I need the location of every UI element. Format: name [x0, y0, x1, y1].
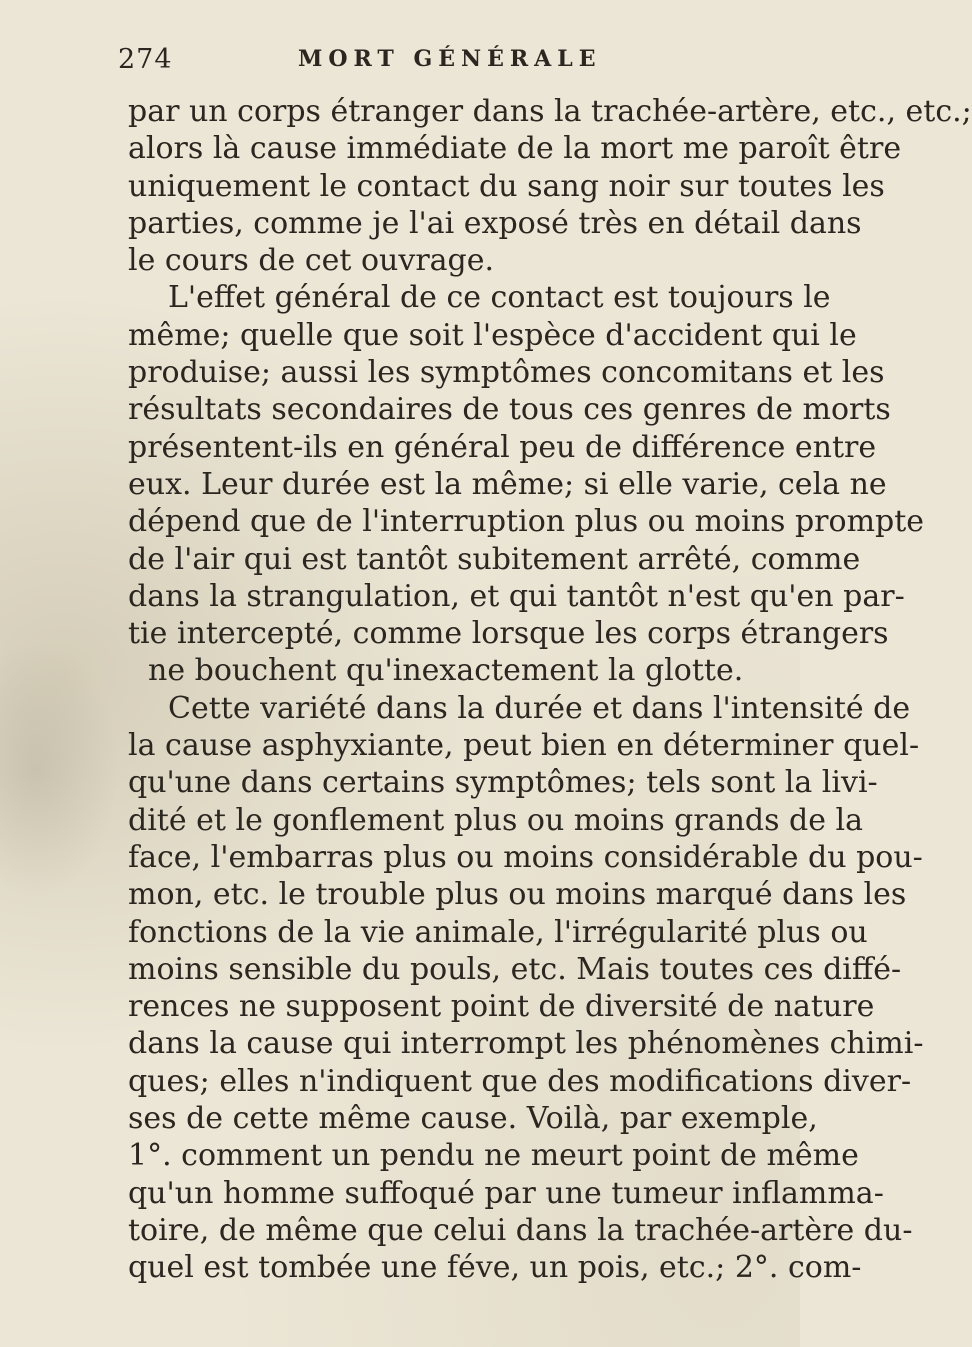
text-line: moins sensible du pouls, etc. Mais toutes ces diffé-	[128, 951, 902, 987]
text-line: face, l'embarras plus ou moins considérable du pou-	[128, 839, 923, 875]
text-line: le cours de cet ouvrage.	[128, 243, 495, 279]
text-line: dité et le gonflement plus ou moins grands de la	[128, 802, 864, 838]
text-line: mon, etc. le trouble plus ou moins marqué dans les	[128, 877, 907, 913]
page-number: 274	[118, 44, 173, 75]
text-line: 1°. comment un pendu ne meurt point de même	[128, 1138, 859, 1174]
page-header	[118, 44, 758, 84]
text-line: dans la strangulation, et qui tantôt n'est qu'en par-	[128, 578, 905, 614]
text-line: uniquement le contact du sang noir sur toutes les	[128, 168, 885, 204]
text-line: même; quelle que soit l'espèce d'accident qui le	[128, 317, 857, 353]
text-line: alors là cause immédiate de la mort me paroît être	[128, 131, 902, 167]
text-line: résultats secondaires de tous ces genres de morts	[128, 392, 891, 428]
body-text	[128, 93, 972, 1287]
text-line: la cause asphyxiante, peut bien en déterminer quel-	[128, 728, 920, 764]
running-title: MORT GÉNÉRALE	[298, 46, 602, 72]
text-line: dans la cause qui interrompt les phénomènes chimi-	[128, 1026, 924, 1062]
text-line: qu'un homme suffoqué par une tumeur inflamma-	[128, 1175, 884, 1211]
text-line: produise; aussi les symptômes concomitans et les	[128, 355, 885, 391]
text-line: L'effet général de ce contact est toujours le	[168, 280, 831, 316]
text-line: ses de cette même cause. Voilà, par exemple,	[128, 1101, 818, 1137]
text-line: eux. Leur durée est la même; si elle varie, cela ne	[128, 466, 887, 502]
text-line: rences ne supposent point de diversité de nature	[128, 989, 875, 1025]
text-line: dépend que de l'interruption plus ou moins prompte	[128, 504, 925, 540]
page-stain	[0, 640, 120, 900]
text-line: ne bouchent qu'inexactement la glotte.	[148, 653, 744, 689]
text-line: présentent-ils en général peu de différence entre	[128, 429, 877, 465]
text-line: parties, comme je l'ai exposé très en détail dans	[128, 205, 862, 241]
text-line: qu'une dans certains symptômes; tels sont la livi-	[128, 765, 878, 801]
text-line: de l'air qui est tantôt subitement arrêté, comme	[128, 541, 861, 577]
text-line: par un corps étranger dans la trachée-artère, etc., etc.;	[128, 94, 972, 129]
text-line: toire, de même que celui dans la trachée-artère du-	[128, 1212, 913, 1248]
text-line: ques; elles n'indiquent que des modifications diver-	[128, 1063, 912, 1099]
text-line: tie intercepté, comme lorsque les corps étrangers	[128, 616, 889, 652]
text-line: fonctions de la vie animale, l'irrégularité plus ou	[128, 914, 868, 950]
text-line: quel est tombée une féve, un pois, etc.; 2°. com-	[128, 1250, 862, 1286]
text-line: Cette variété dans la durée et dans l'intensité de	[168, 690, 911, 726]
